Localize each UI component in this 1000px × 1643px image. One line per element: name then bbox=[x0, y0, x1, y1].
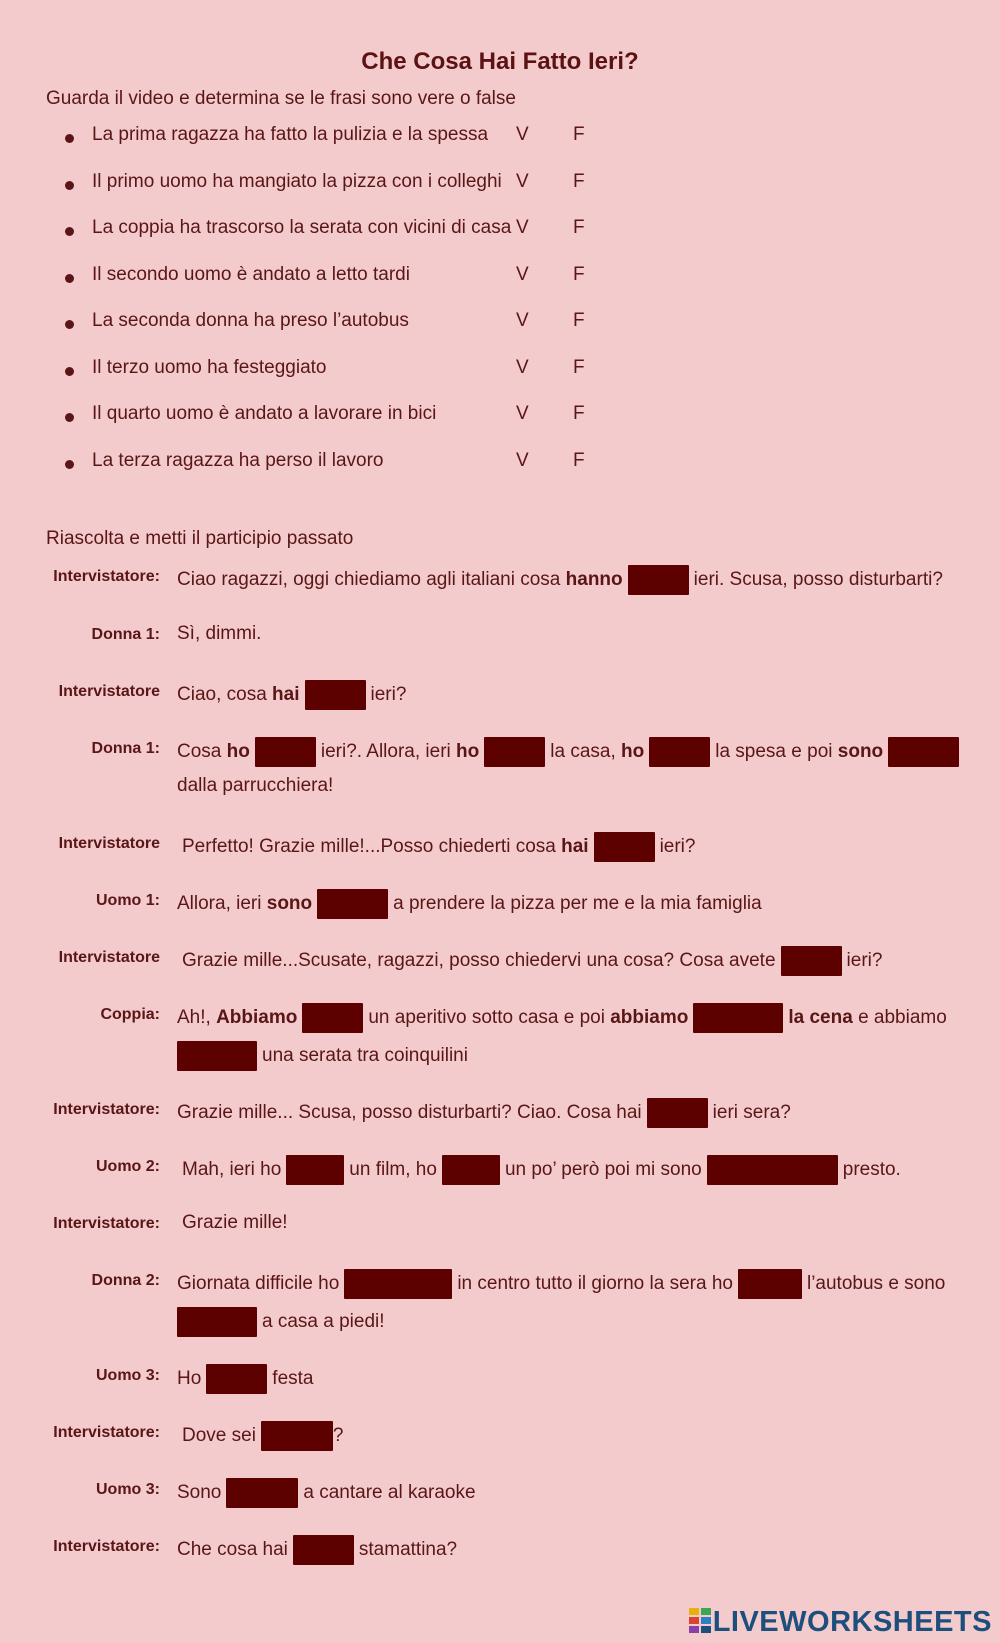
true-option[interactable]: V bbox=[516, 450, 529, 471]
answer-blank[interactable] bbox=[317, 889, 388, 919]
statement-text: Il secondo uomo è andato a letto tardi bbox=[92, 264, 410, 285]
speaker-label: Uomo 3: bbox=[96, 1481, 160, 1498]
answer-blank[interactable] bbox=[344, 1269, 452, 1299]
answer-blank[interactable] bbox=[647, 1098, 708, 1128]
dialogue-line: Grazie mille! bbox=[182, 1212, 288, 1233]
statement-text: Il quarto uomo è andato a lavorare in bici bbox=[92, 403, 437, 424]
bullet-icon bbox=[65, 367, 74, 376]
answer-blank[interactable] bbox=[177, 1041, 257, 1071]
bullet-icon bbox=[65, 274, 74, 283]
answer-blank[interactable] bbox=[628, 565, 689, 595]
section1-instruction: Guarda il video e determina se le frasi sono vere o false bbox=[46, 88, 516, 109]
false-option[interactable]: F bbox=[573, 264, 585, 285]
statement-text: La prima ragazza ha fatto la pulizia e la spessa bbox=[92, 124, 489, 145]
dialogue-line: Ciao ragazzi, oggi chiediamo agli italiani cosa hanno ieri. Scusa, posso disturbarti? bbox=[177, 565, 943, 595]
speaker-label: Intervistatore: bbox=[53, 1538, 160, 1555]
answer-blank[interactable] bbox=[293, 1535, 354, 1565]
statement-text: La seconda donna ha preso l’autobus bbox=[92, 310, 409, 331]
dialogue-line: Sono a cantare al karaoke bbox=[177, 1478, 476, 1508]
false-option[interactable]: F bbox=[573, 357, 585, 378]
false-option[interactable]: F bbox=[573, 171, 585, 192]
speaker-label: Intervistatore bbox=[58, 835, 160, 852]
bullet-icon bbox=[65, 320, 74, 329]
speaker-label: Uomo 1: bbox=[96, 892, 160, 909]
answer-blank[interactable] bbox=[693, 1003, 783, 1033]
true-option[interactable]: V bbox=[516, 217, 529, 238]
speaker-label: Donna 1: bbox=[91, 740, 160, 757]
liveworksheets-logo[interactable] bbox=[689, 1606, 992, 1639]
dialogue-line: Mah, ieri ho un film, ho un po’ però poi mi sono presto. bbox=[182, 1155, 901, 1185]
page-title: Che Cosa Hai Fatto Ieri? bbox=[361, 48, 639, 75]
answer-blank[interactable] bbox=[286, 1155, 344, 1185]
true-option[interactable]: V bbox=[516, 171, 529, 192]
answer-blank[interactable] bbox=[649, 737, 710, 767]
bullet-icon bbox=[65, 181, 74, 190]
dialogue-line: Dove sei ? bbox=[182, 1421, 344, 1451]
false-option[interactable]: F bbox=[573, 217, 585, 238]
dialogue-line: Ho festa bbox=[177, 1364, 314, 1394]
answer-blank[interactable] bbox=[888, 737, 959, 767]
statement-text: Il primo uomo ha mangiato la pizza con i colleghi bbox=[92, 171, 502, 192]
false-option[interactable]: F bbox=[573, 450, 585, 471]
false-option[interactable]: F bbox=[573, 124, 585, 145]
dialogue-line: Allora, ieri sono a prendere la pizza per me e la mia famiglia bbox=[177, 889, 762, 919]
logo-text: LIVEWORKSHEETS bbox=[712, 1606, 992, 1638]
speaker-label: Donna 2: bbox=[91, 1272, 160, 1289]
answer-blank[interactable] bbox=[226, 1478, 298, 1508]
true-option[interactable]: V bbox=[516, 357, 529, 378]
answer-blank[interactable] bbox=[781, 946, 842, 976]
dialogue-line-continued: dalla parrucchiera! bbox=[177, 775, 334, 796]
answer-blank[interactable] bbox=[255, 737, 316, 767]
speaker-label: Intervistatore: bbox=[53, 1424, 160, 1441]
statement-text: La terza ragazza ha perso il lavoro bbox=[92, 450, 384, 471]
dialogue-line: Che cosa hai stamattina? bbox=[177, 1535, 457, 1565]
speaker-label: Intervistatore bbox=[58, 683, 160, 700]
bullet-icon bbox=[65, 413, 74, 422]
dialogue-line: Perfetto! Grazie mille!...Posso chiederti cosa hai ieri? bbox=[182, 832, 695, 862]
speaker-label: Intervistatore bbox=[58, 949, 160, 966]
dialogue-line: Sì, dimmi. bbox=[177, 623, 262, 644]
speaker-label: Uomo 3: bbox=[96, 1367, 160, 1384]
bullet-icon bbox=[65, 134, 74, 143]
answer-blank[interactable] bbox=[302, 1003, 363, 1033]
answer-blank[interactable] bbox=[261, 1421, 333, 1451]
answer-blank[interactable] bbox=[305, 680, 366, 710]
dialogue-line: Giornata difficile ho in centro tutto il giorno la sera ho l’autobus e sono bbox=[177, 1269, 945, 1299]
true-option[interactable]: V bbox=[516, 310, 529, 331]
statement-text: La coppia ha trascorso la serata con vicini di casa bbox=[92, 217, 512, 238]
false-option[interactable]: F bbox=[573, 403, 585, 424]
dialogue-line: Grazie mille... Scusa, posso disturbarti? Ciao. Cosa hai ieri sera? bbox=[177, 1098, 791, 1128]
answer-blank[interactable] bbox=[442, 1155, 500, 1185]
statement-text: Il terzo uomo ha festeggiato bbox=[92, 357, 327, 378]
speaker-label: Coppia: bbox=[100, 1006, 160, 1023]
speaker-label: Intervistatore: bbox=[53, 568, 160, 585]
bullet-icon bbox=[65, 460, 74, 469]
answer-blank[interactable] bbox=[484, 737, 545, 767]
section2-instruction: Riascolta e metti il participio passato bbox=[46, 528, 354, 549]
true-option[interactable]: V bbox=[516, 264, 529, 285]
true-option[interactable]: V bbox=[516, 124, 529, 145]
dialogue-line-continued: una serata tra coinquilini bbox=[172, 1041, 468, 1071]
answer-blank[interactable] bbox=[206, 1364, 267, 1394]
answer-blank[interactable] bbox=[738, 1269, 802, 1299]
liveworksheets-logo-icon bbox=[689, 1608, 711, 1634]
answer-blank[interactable] bbox=[594, 832, 655, 862]
speaker-label: Intervistatore: bbox=[53, 1101, 160, 1118]
dialogue-line: Ciao, cosa hai ieri? bbox=[177, 680, 406, 710]
false-option[interactable]: F bbox=[573, 310, 585, 331]
speaker-label: Donna 1: bbox=[91, 626, 160, 643]
dialogue-line: Ah!, Abbiamo un aperitivo sotto casa e poi abbiamo la cena e abbiamo bbox=[177, 1003, 947, 1033]
answer-blank[interactable] bbox=[707, 1155, 838, 1185]
bullet-icon bbox=[65, 227, 74, 236]
dialogue-line-continued: a casa a piedi! bbox=[172, 1307, 385, 1337]
speaker-label: Uomo 2: bbox=[96, 1158, 160, 1175]
answer-blank[interactable] bbox=[177, 1307, 257, 1337]
speaker-label: Intervistatore: bbox=[53, 1215, 160, 1232]
dialogue-line: Grazie mille...Scusate, ragazzi, posso chiedervi una cosa? Cosa avete ieri? bbox=[182, 946, 882, 976]
dialogue-line: Cosa ho ieri?. Allora, ieri ho la casa, ho la spesa e poi sono bbox=[177, 737, 964, 767]
true-option[interactable]: V bbox=[516, 403, 529, 424]
